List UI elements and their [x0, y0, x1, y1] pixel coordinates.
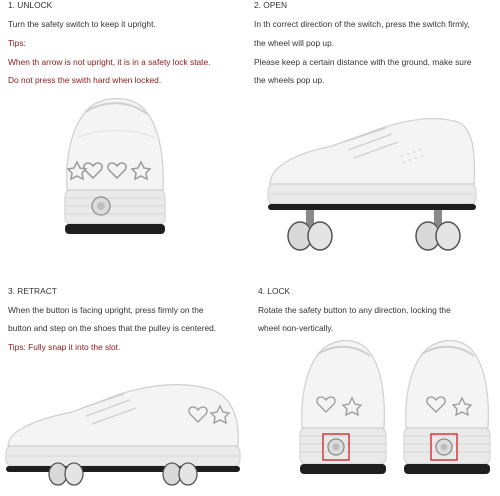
panel-lock: [250, 248, 500, 496]
unlock-line-1: Turn the safety switch to keep it upright.: [8, 19, 156, 29]
wheel-icon: [288, 222, 460, 250]
panel-unlock: [0, 0, 250, 248]
retract-line-2: button and step on the shoes that the pulley is centered.: [8, 323, 217, 333]
open-line-2: the wheel will pop up.: [254, 38, 335, 48]
lock-line-1: Rotate the safety button to any direction, locking the: [258, 305, 451, 315]
lock-line-2: wheel non-vertically.: [258, 323, 334, 333]
shoe-side-wheels-in-image: [2, 360, 246, 490]
panel-retract: [0, 248, 250, 496]
unlock-tip-1: When th arrow is not upright, it is in a safety lock state.: [8, 57, 211, 67]
unlock-heading: 1. UNLOCK: [8, 0, 53, 10]
open-line-4: the wheels pop up.: [254, 75, 325, 85]
panel-open: [250, 0, 500, 248]
open-line-1: In th correct direction of the switch, press the switch firmly,: [254, 19, 470, 29]
retract-tip: Tips: Fully snap it into the slot.: [8, 342, 121, 352]
lock-heading: 4. LOCK: [258, 286, 291, 296]
retract-line-1: When the button is facing upright, press firmly on the: [8, 305, 204, 315]
retract-heading: 3. RETRACT: [8, 286, 57, 296]
unlock-tip-2: Do not press the swith hard when locked.: [8, 75, 162, 85]
open-line-3: Please keep a certain distance with the ground, make sure: [254, 57, 472, 67]
open-heading: 2. OPEN: [254, 0, 288, 10]
shoe-side-wheels-out-image: [262, 98, 482, 258]
shoe-heel-right-lock-image: [396, 336, 496, 486]
shoe-heel-left-lock-image: [292, 336, 392, 486]
unlock-tips-label: Tips:: [8, 38, 26, 48]
shoe-heel-unlock-image: [55, 92, 175, 252]
